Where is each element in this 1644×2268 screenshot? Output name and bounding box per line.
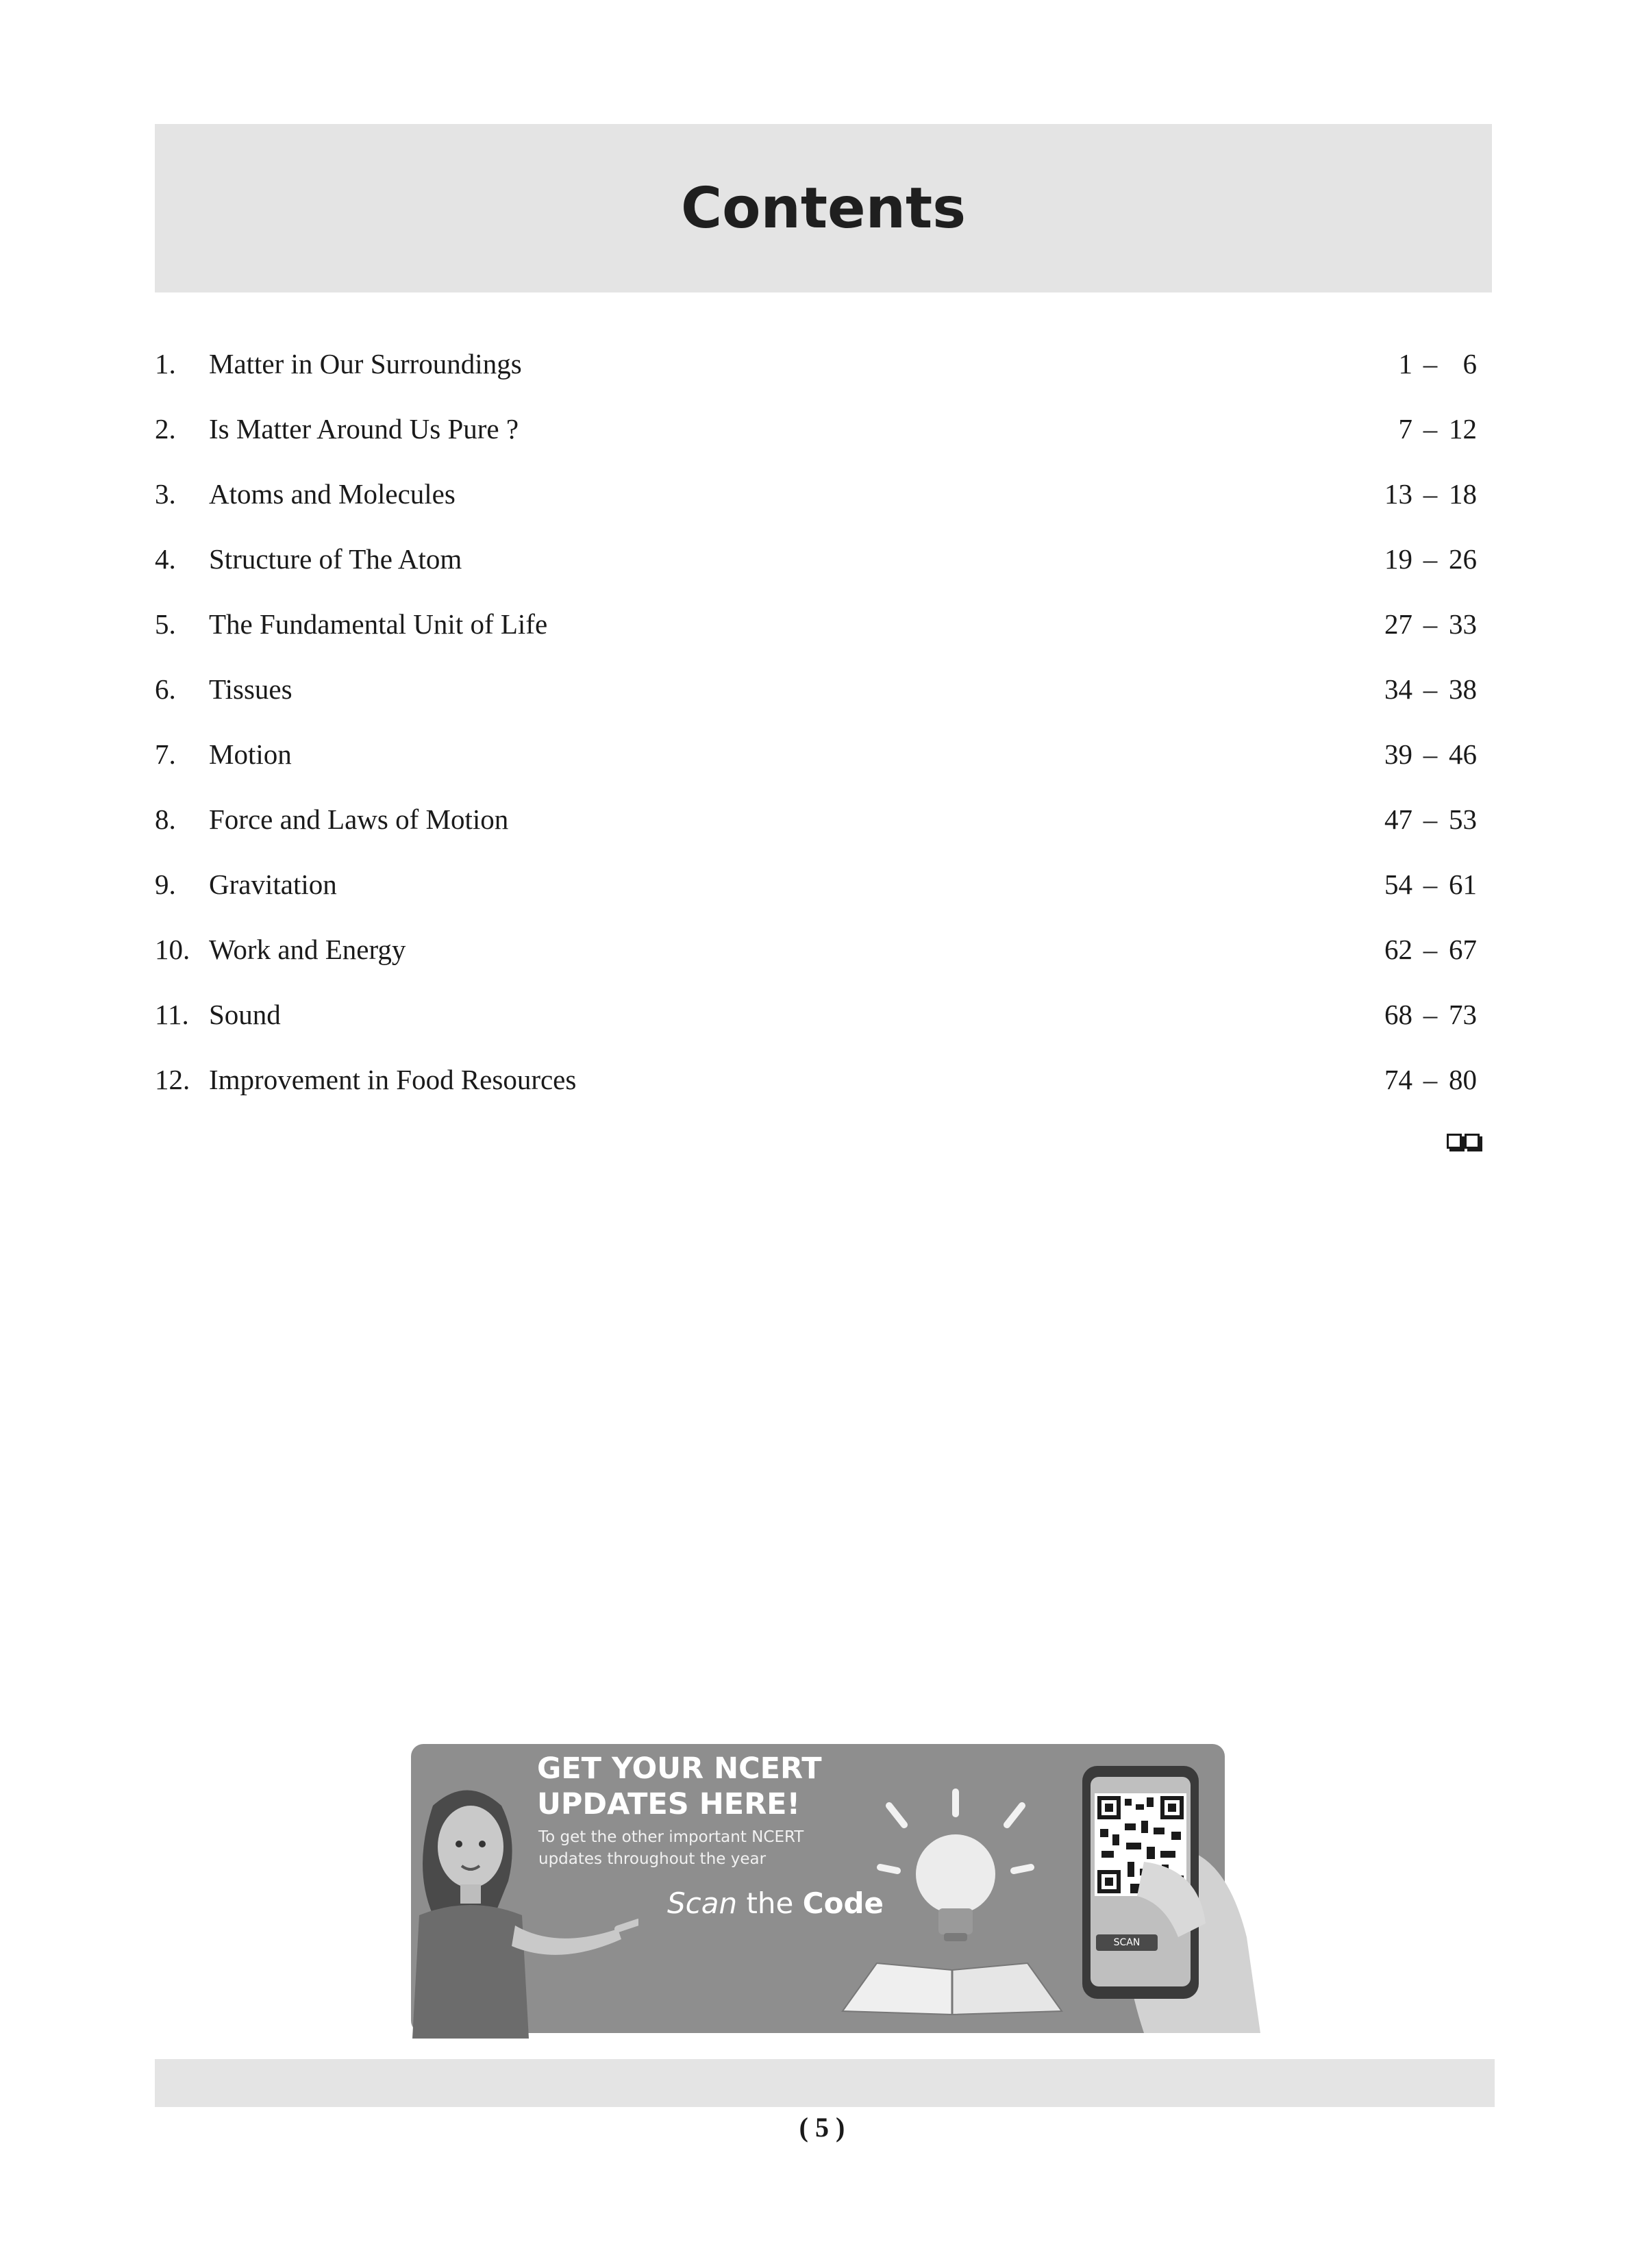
chapter-number: 4. [155,543,176,575]
page-end: 67 [1449,934,1477,965]
page-range [1355,729,1492,780]
toc-entry[interactable] [155,599,1492,664]
phone-qr-code-illustration [1062,1766,1260,2033]
chapter-title[interactable]: Improvement in Food Resources [209,1064,577,1095]
range-dash: – [1423,999,1438,1030]
toc-entry[interactable] [155,469,1492,534]
page-start: 47 [1384,803,1412,835]
toc-entry[interactable] [155,859,1492,924]
banner-heading: GET YOUR NCERT UPDATES HERE! [537,1752,822,1821]
chapter-number: 7. [155,738,176,770]
page-range [1355,469,1492,520]
chapter-number: 9. [155,869,176,900]
chapter-number: 11. [155,999,189,1030]
toc-entry[interactable] [155,794,1492,859]
chapter-title[interactable]: Structure of The Atom [209,543,462,575]
chapter-title[interactable]: Tissues [209,673,292,705]
page-start: 1 [1398,348,1412,379]
footer-band [155,2059,1495,2107]
chapter-number: 10. [155,934,190,965]
page-title: Contents [680,175,967,241]
page-range [1355,924,1492,975]
light-bulb-icon [877,1785,1034,1949]
page-end: 33 [1449,608,1477,640]
page-end: 73 [1449,999,1477,1030]
page-end: 80 [1449,1064,1477,1095]
page-end: 26 [1449,543,1477,575]
box-mark-icon [1447,1134,1462,1149]
page-start: 27 [1384,608,1412,640]
chapter-title[interactable]: Motion [209,738,292,770]
box-mark-icon [1465,1134,1480,1149]
page-number: ( 5 ) [799,2112,845,2143]
contents-header [155,124,1492,292]
toc-entry[interactable] [155,338,1492,403]
range-dash: – [1423,608,1438,640]
chapter-number: 8. [155,803,176,835]
page-range [1355,989,1492,1040]
chapter-title[interactable]: The Fundamental Unit of Life [209,608,548,640]
page-end: 38 [1449,673,1477,705]
chapter-title[interactable]: Force and Laws of Motion [209,803,509,835]
banner-subtext: To get the other important NCERT updates throughout the year [538,1828,804,1868]
page-end: 18 [1449,478,1477,510]
page-start: 74 [1384,1064,1412,1095]
table-of-contents [155,338,1492,1119]
range-dash: – [1423,543,1438,575]
toc-entry[interactable] [155,989,1492,1054]
range-dash: – [1423,413,1438,445]
range-dash: – [1423,934,1438,965]
page-range [1355,403,1492,455]
ncert-updates-banner[interactable] [411,1744,1225,2033]
range-dash: – [1423,738,1438,770]
page-range [1355,1054,1492,1106]
toc-entry[interactable] [155,403,1492,469]
page-start: 19 [1384,543,1412,575]
toc-entry[interactable] [155,1054,1492,1119]
chapter-title[interactable]: Sound [209,999,281,1030]
chapter-number: 6. [155,673,176,705]
chapter-number: 3. [155,478,176,510]
page-start: 7 [1398,413,1412,445]
page-range [1355,599,1492,650]
chapter-title[interactable]: Gravitation [209,869,337,900]
chapter-number: 5. [155,608,176,640]
page-start: 13 [1384,478,1412,510]
chapter-title[interactable]: Matter in Our Surroundings [209,348,522,379]
page-end: 46 [1449,738,1477,770]
chapter-title[interactable]: Is Matter Around Us Pure ? [209,413,519,445]
page-end: 53 [1449,803,1477,835]
page-start: 39 [1384,738,1412,770]
range-dash: – [1423,348,1438,379]
toc-entry[interactable] [155,534,1492,599]
page-end: 6 [1462,348,1477,379]
range-dash: – [1423,803,1438,835]
range-dash: – [1423,869,1438,900]
page-range [1355,794,1492,845]
page-range [1355,534,1492,585]
range-dash: – [1423,1064,1438,1095]
page-range [1355,664,1492,715]
page-start: 34 [1384,673,1412,705]
toc-entry[interactable] [155,664,1492,729]
page-start: 62 [1384,934,1412,965]
page-start: 68 [1384,999,1412,1030]
range-dash: – [1423,673,1438,705]
page-end: 12 [1449,413,1477,445]
end-of-section-marks [1447,1134,1480,1149]
page-range [1355,859,1492,910]
open-book-illustration [836,1949,1069,2018]
chapter-title[interactable]: Work and Energy [209,934,406,965]
chapter-title[interactable]: Atoms and Molecules [209,478,456,510]
page-end: 61 [1449,869,1477,900]
scan-the-code-cta[interactable]: Scan the Code [667,1886,884,1920]
chapter-number: 2. [155,413,176,445]
toc-entry[interactable] [155,729,1492,794]
toc-entry[interactable] [155,924,1492,989]
page-range [1355,338,1492,390]
range-dash: – [1423,478,1438,510]
chapter-number: 12. [155,1064,190,1095]
page-start: 54 [1384,869,1412,900]
scan-button[interactable]: SCAN [1096,1934,1158,1951]
chapter-number: 1. [155,348,176,379]
